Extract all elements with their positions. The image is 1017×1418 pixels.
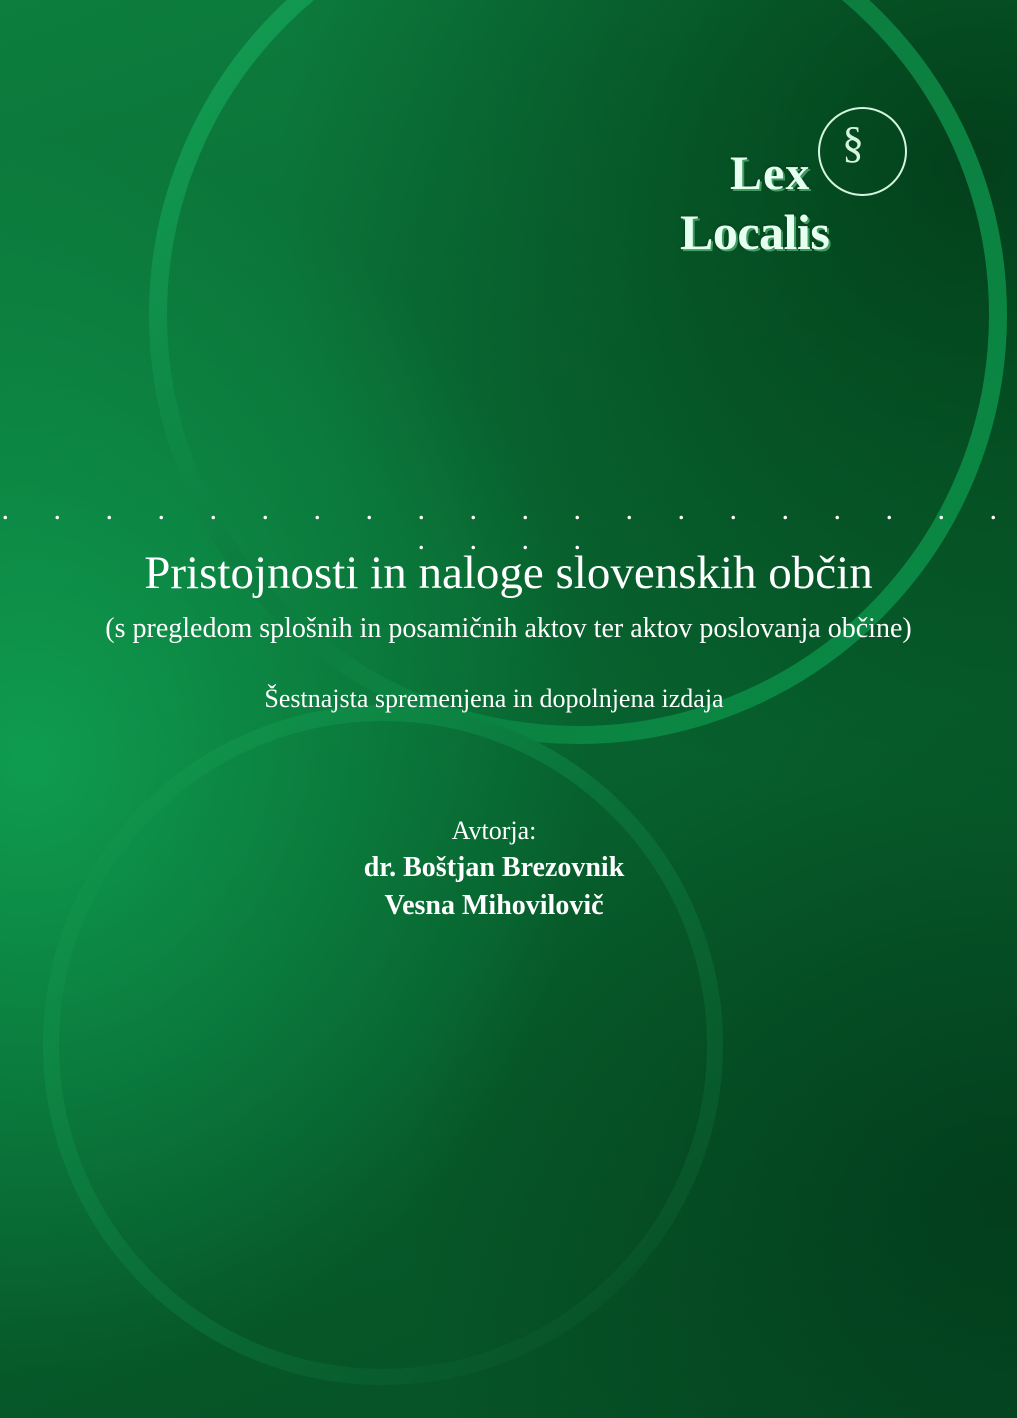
book-subtitle: (s pregledom splošnih in posamičnih aktov ter aktov poslovanja občine) bbox=[105, 613, 912, 644]
book-title: Pristojnosti in naloge slovenskih občin bbox=[144, 547, 873, 599]
author-name: Vesna Mihovilovič bbox=[384, 890, 604, 921]
author-name: dr. Boštjan Brezovnik bbox=[363, 852, 625, 883]
lex-localis-logo bbox=[660, 95, 920, 270]
authors-label: Avtorja: bbox=[451, 816, 537, 845]
lower-ring bbox=[51, 713, 715, 1377]
logo-line-2: Localis bbox=[680, 204, 830, 260]
section-sign-icon: § bbox=[842, 118, 864, 167]
logo-line-1: Lex bbox=[730, 147, 811, 200]
dotted-separator: . . . . . . . . . . . . . . . . . . . . . . . . bbox=[1, 493, 1016, 556]
edition-note: Šestnajsta spremenjena in dopolnjena izdaja bbox=[264, 684, 724, 713]
